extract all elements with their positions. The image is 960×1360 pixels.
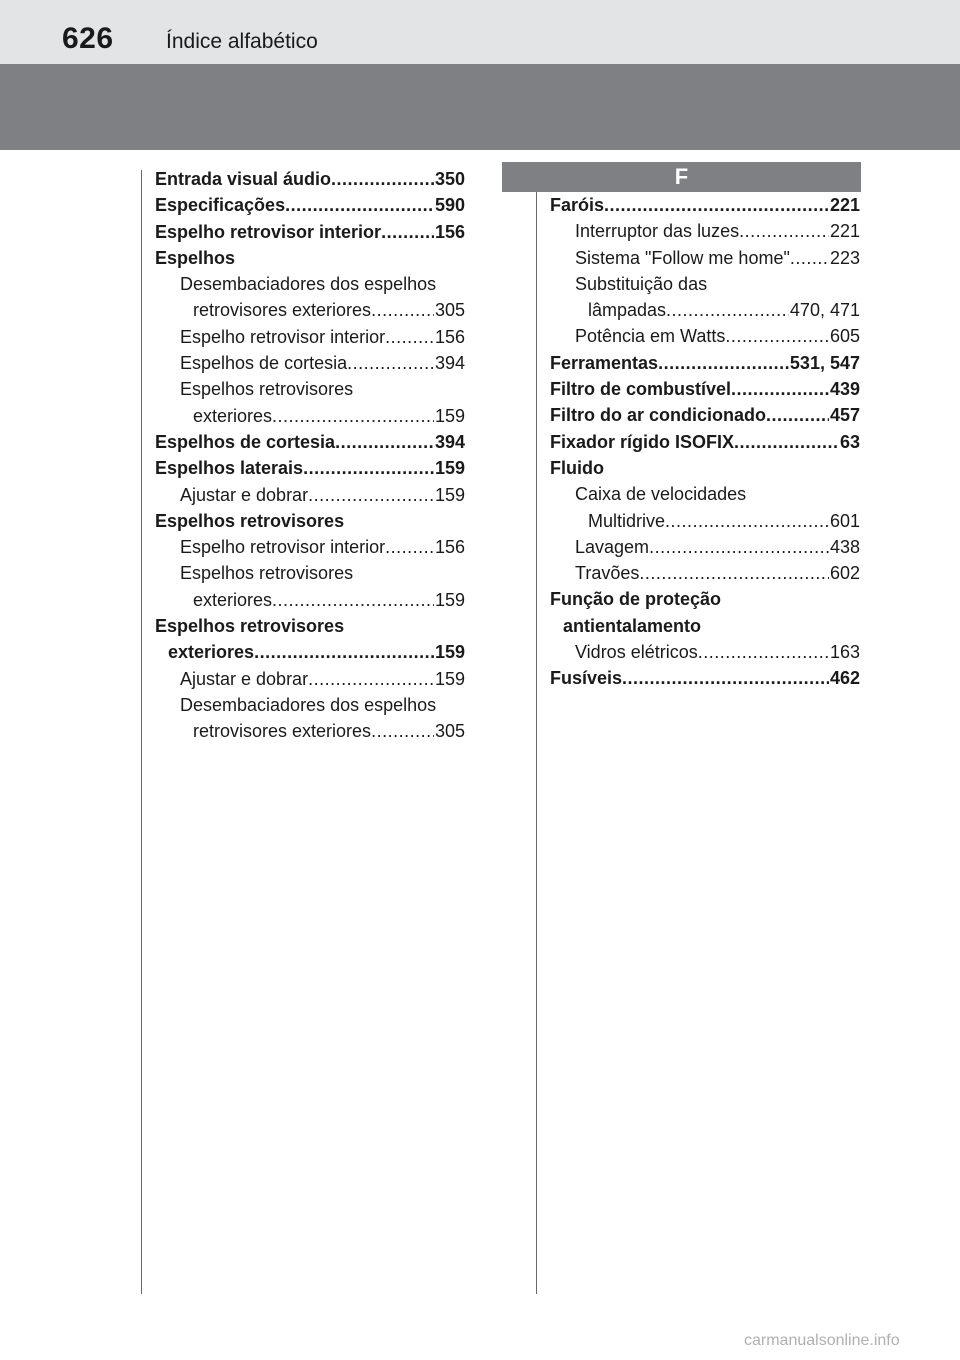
entry-page-ref: 156 — [434, 537, 465, 558]
entry-page-ref: 601 — [829, 510, 860, 531]
letter-header: F — [502, 162, 861, 192]
page-number: 626 — [62, 22, 114, 55]
index-entry — [155, 534, 465, 560]
entry-page-ref: 223 — [829, 247, 860, 268]
entry-page-ref: 159 — [434, 484, 465, 505]
dot-leader — [725, 323, 829, 349]
entry-term: Espelho retrovisor interior — [180, 537, 386, 558]
index-heading: Caixa de velocidades — [575, 484, 747, 505]
index-heading: Desembaciadores dos espelhos — [180, 274, 437, 295]
index-entry — [155, 482, 465, 508]
entry-term: Ajustar e dobrar — [180, 668, 309, 689]
index-entry — [155, 403, 465, 429]
entry-term: Espelhos laterais — [155, 458, 304, 479]
entry-page-ref: 602 — [829, 563, 860, 584]
dot-leader — [308, 482, 434, 508]
entry-term: Sistema "Follow me home" — [575, 247, 790, 268]
dot-leader — [308, 666, 434, 692]
dot-leader — [739, 218, 829, 244]
entry-term: Espelhos de cortesia — [155, 431, 336, 452]
index-column-left — [155, 166, 465, 745]
entry-term: Potência em Watts — [575, 326, 726, 347]
dot-leader — [331, 166, 434, 192]
dot-leader — [649, 534, 829, 560]
index-heading: Espelhos retrovisores — [180, 379, 354, 400]
dot-leader — [385, 534, 434, 560]
index-entry — [550, 218, 860, 244]
entry-term: Travões — [575, 563, 640, 584]
dot-leader — [371, 718, 434, 744]
index-entry — [550, 323, 860, 349]
entry-page-ref: 221 — [829, 221, 860, 242]
entry-term: retrovisores exteriores — [193, 300, 372, 321]
dot-leader — [790, 245, 829, 271]
index-heading: Substituição das — [575, 273, 708, 294]
index-entry — [155, 324, 465, 350]
entry-term: Multidrive — [588, 510, 666, 531]
index-entry — [155, 718, 465, 744]
dot-leader — [639, 560, 829, 586]
entry-term: Faróis — [550, 195, 605, 215]
index-entry — [155, 166, 465, 192]
entry-term: Especificações — [155, 195, 286, 216]
entry-page-ref: 394 — [434, 431, 465, 452]
entry-term: Ajustar e dobrar — [180, 484, 309, 505]
dot-leader — [371, 297, 434, 323]
entry-page-ref: 590 — [434, 195, 465, 216]
header-band — [0, 64, 960, 150]
entry-page-ref: 470, 471 — [789, 300, 860, 321]
index-column-right — [550, 192, 860, 692]
entry-term: Filtro de combustível — [550, 379, 732, 400]
dot-leader — [335, 429, 434, 455]
dot-leader — [347, 350, 434, 376]
index-entry — [550, 245, 860, 271]
entry-page-ref: 531, 547 — [789, 352, 860, 373]
entry-term: Espelho retrovisor interior — [155, 221, 382, 242]
column-divider-right — [536, 170, 537, 1294]
index-entry — [550, 508, 860, 534]
index-entry — [550, 534, 860, 560]
dot-leader — [272, 403, 434, 429]
index-entry — [550, 639, 860, 665]
entry-term: Fusíveis — [550, 668, 623, 689]
entry-page-ref: 156 — [434, 221, 465, 242]
dot-leader — [734, 429, 839, 455]
index-entry — [155, 192, 465, 218]
index-entry — [155, 587, 465, 613]
index-entry — [155, 455, 465, 481]
entry-term: Filtro do ar condicionado — [550, 405, 766, 426]
index-entry — [550, 297, 860, 323]
dot-leader — [272, 587, 434, 613]
dot-leader — [254, 639, 434, 665]
index-entry — [155, 666, 465, 692]
dot-leader — [731, 376, 829, 402]
entry-page-ref: 221 — [829, 195, 860, 215]
index-heading: Função de proteção — [550, 589, 722, 610]
index-heading: Espelhos retrovisores — [155, 510, 345, 531]
index-heading: Fluido — [550, 457, 604, 478]
entry-term: Espelhos de cortesia — [180, 353, 348, 374]
dot-leader — [604, 192, 829, 218]
index-entry — [155, 350, 465, 376]
index-entry — [550, 665, 860, 691]
dot-leader — [285, 192, 434, 218]
entry-page-ref: 439 — [829, 379, 860, 400]
entry-page-ref: 159 — [434, 458, 465, 479]
entry-page-ref: 159 — [434, 405, 465, 426]
index-entry — [550, 560, 860, 586]
entry-term: lâmpadas — [588, 300, 667, 321]
entry-term: Entrada visual áudio — [155, 169, 332, 189]
entry-term: retrovisores exteriores — [193, 721, 372, 742]
entry-term: Ferramentas — [550, 352, 659, 373]
dot-leader — [766, 402, 829, 428]
entry-page-ref: 63 — [839, 431, 860, 452]
entry-page-ref: 159 — [434, 642, 465, 663]
entry-page-ref: 156 — [434, 326, 465, 347]
watermark-text: carmanualsonline.info — [744, 1332, 900, 1349]
index-heading: Desembaciadores dos espelhos — [180, 694, 437, 715]
entry-term: Fixador rígido ISOFIX — [550, 431, 735, 452]
entry-page-ref: 394 — [434, 353, 465, 374]
dot-leader — [665, 508, 829, 534]
index-entry — [155, 219, 465, 245]
index-entry — [550, 376, 860, 402]
entry-term: Vidros elétricos — [575, 642, 698, 663]
index-heading: Espelhos — [155, 247, 236, 268]
index-entry — [155, 297, 465, 323]
entry-term: Lavagem — [575, 536, 650, 557]
dot-leader — [385, 324, 434, 350]
dot-leader — [658, 350, 789, 376]
entry-page-ref: 159 — [434, 668, 465, 689]
entry-page-ref: 305 — [434, 721, 465, 742]
column-divider-left — [141, 170, 142, 1294]
entry-term: exteriores — [193, 589, 273, 610]
index-entry — [550, 192, 860, 218]
dot-leader — [666, 297, 789, 323]
index-heading: Espelhos retrovisores — [155, 616, 345, 637]
entry-term: exteriores — [168, 642, 255, 663]
dot-leader — [381, 219, 434, 245]
entry-page-ref: 305 — [434, 300, 465, 321]
index-entry — [155, 429, 465, 455]
index-entry — [550, 350, 860, 376]
dot-leader — [303, 455, 434, 481]
entry-page-ref: 605 — [829, 326, 860, 347]
index-heading: Espelhos retrovisores — [180, 563, 354, 584]
entry-term: Espelho retrovisor interior — [180, 326, 386, 347]
page-header-bar — [0, 0, 960, 64]
section-title: Índice alfabético — [166, 30, 318, 53]
entry-term: exteriores — [193, 405, 273, 426]
entry-page-ref: 159 — [434, 589, 465, 610]
dot-leader — [622, 665, 829, 691]
index-entry — [155, 639, 465, 665]
entry-page-ref: 438 — [829, 536, 860, 557]
entry-page-ref: 350 — [434, 169, 465, 189]
index-entry — [550, 402, 860, 428]
entry-page-ref: 163 — [829, 642, 860, 663]
entry-term: Interruptor das luzes — [575, 221, 740, 242]
entry-page-ref: 462 — [829, 668, 860, 689]
dot-leader — [698, 639, 829, 665]
entry-page-ref: 457 — [829, 405, 860, 426]
index-heading: antientalamento — [563, 615, 702, 636]
index-entry — [550, 429, 860, 455]
